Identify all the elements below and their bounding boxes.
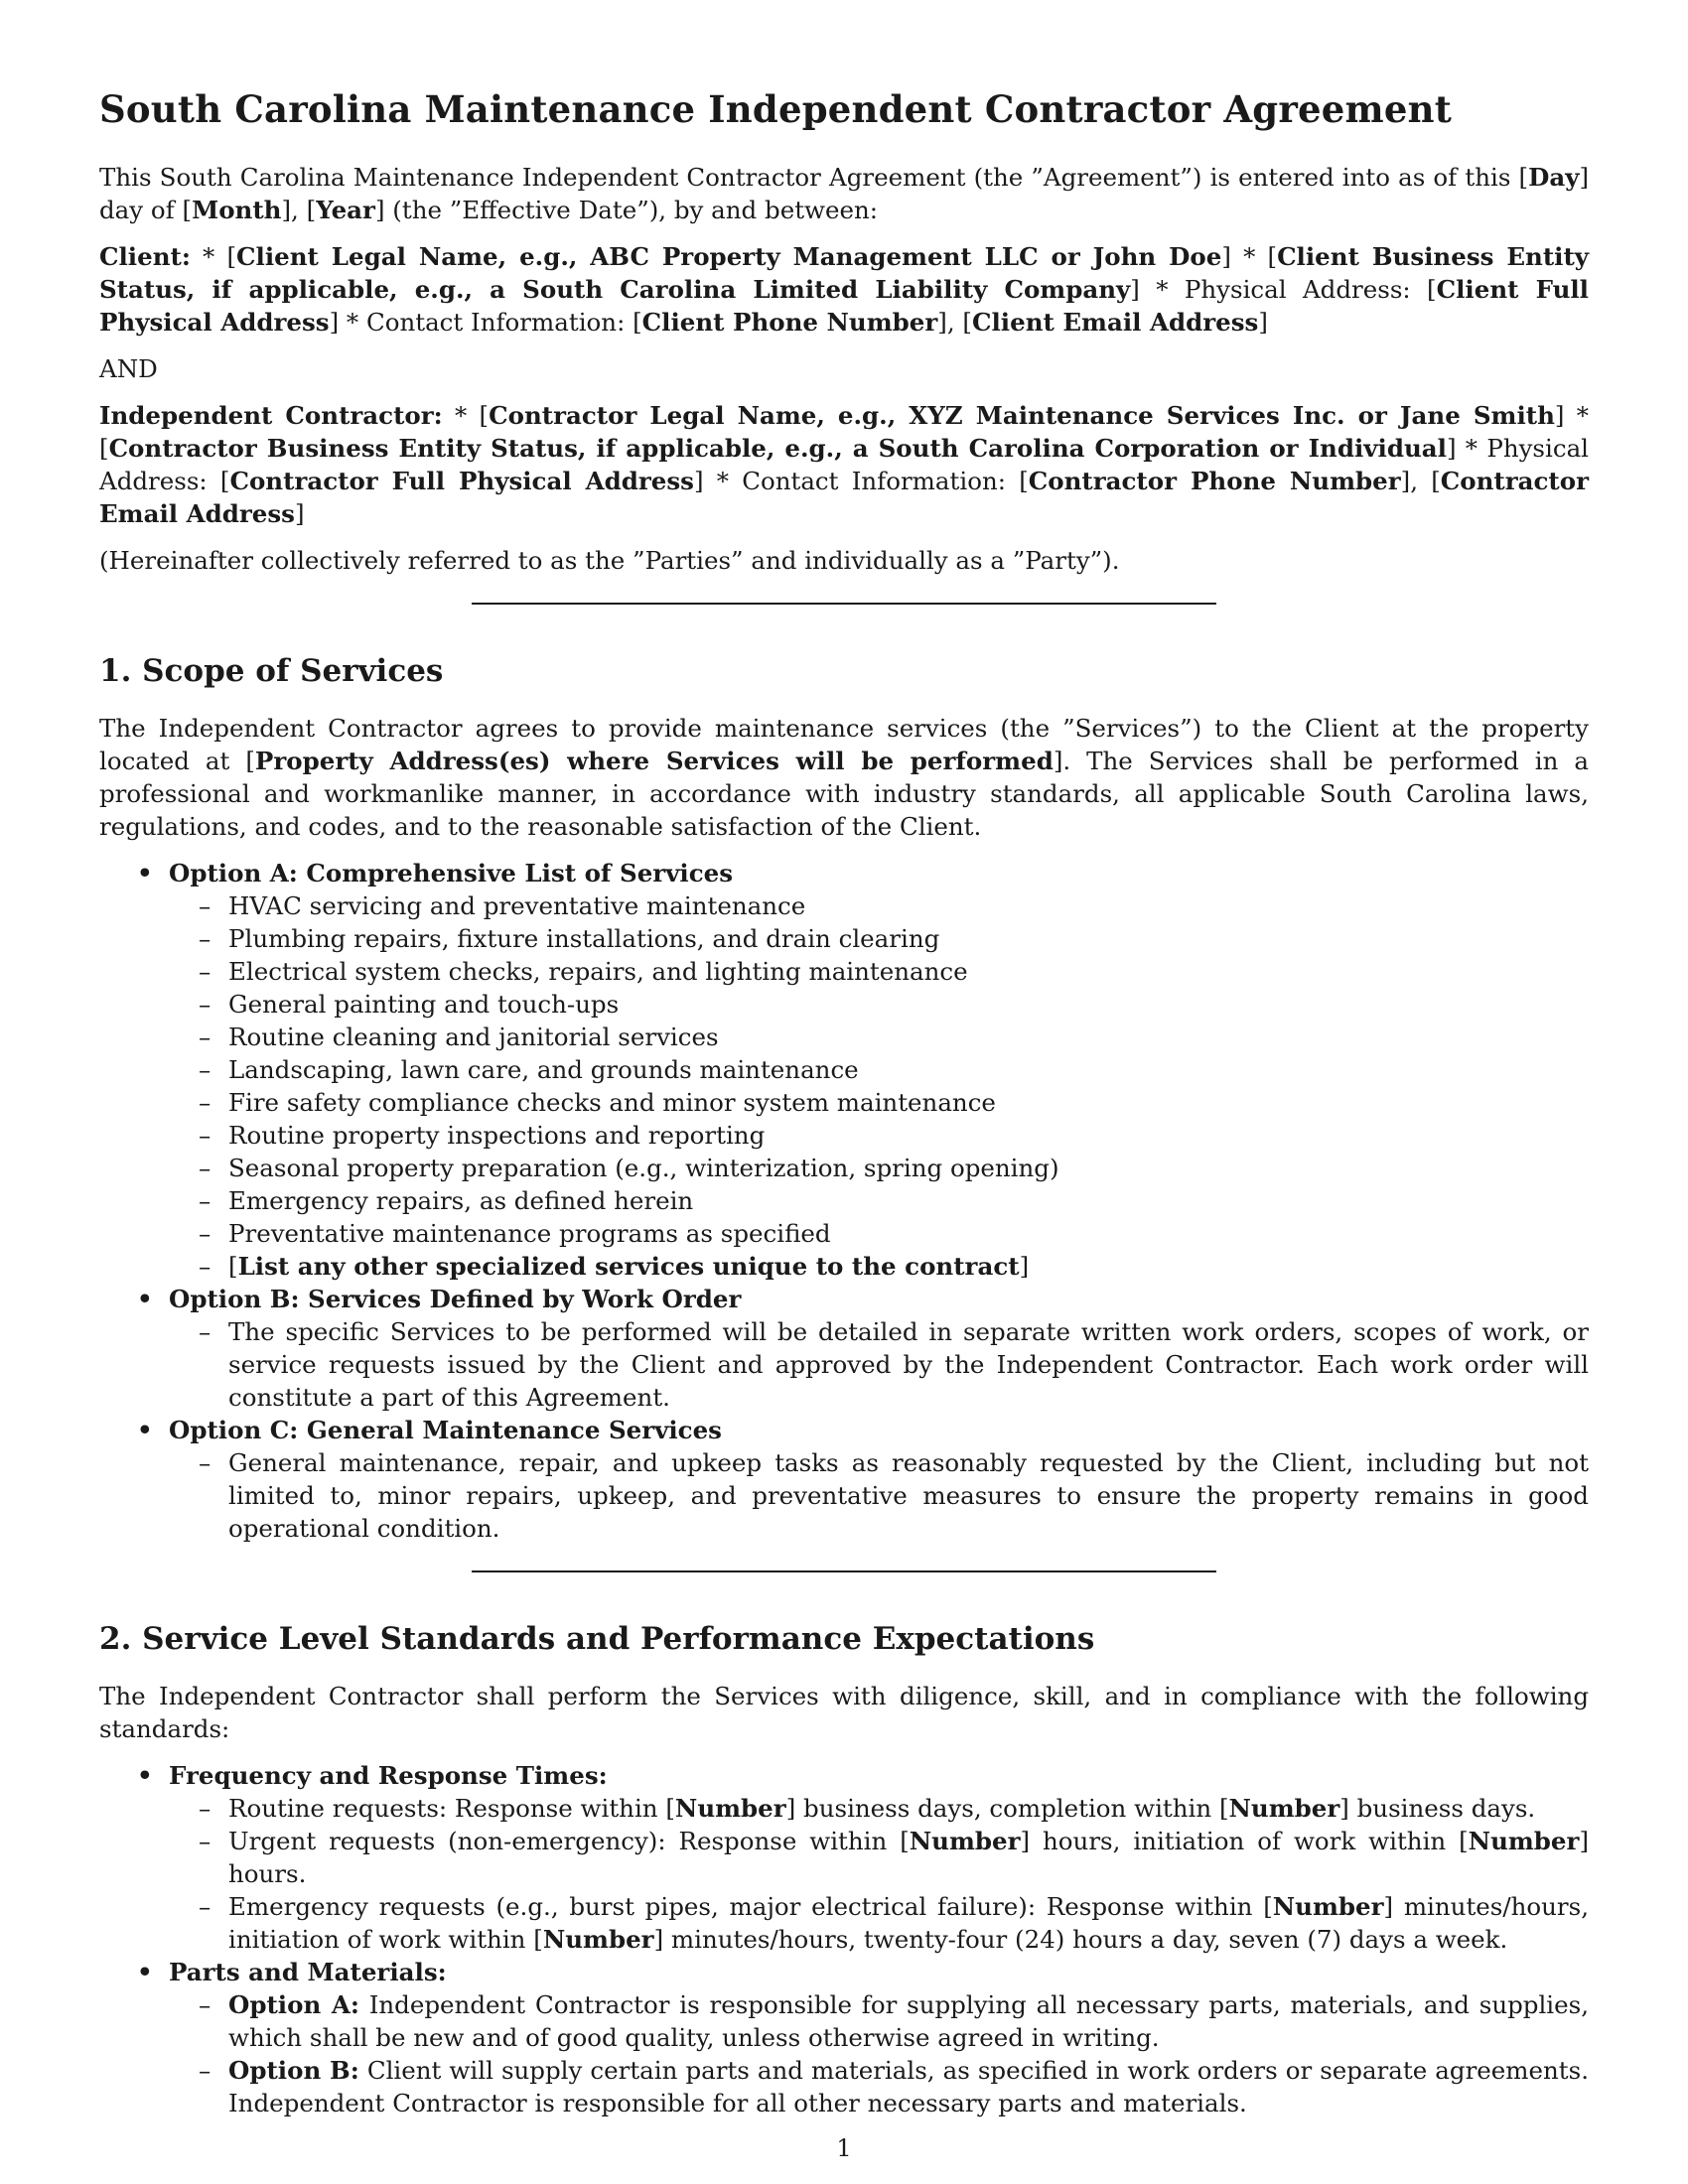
- bracket: ]: [1019, 1252, 1030, 1281]
- client-address-label: ] * Physical Address: [: [1130, 275, 1437, 304]
- contractor-contact-label: ] * Contact Information: [: [693, 467, 1029, 495]
- dash: –: [199, 1088, 211, 1117]
- bullet: •: [137, 1416, 153, 1444]
- list-item: [199, 1119, 1589, 1152]
- bullet: •: [137, 859, 153, 887]
- intro-text: ], [: [281, 196, 317, 224]
- contractor-name-placeholder: Contractor Legal Name, e.g., XYZ Maintenance Services Inc. or Jane Smith: [489, 401, 1555, 430]
- bullet: •: [137, 1285, 153, 1313]
- section-1-heading: 1. Scope of Services: [99, 653, 444, 689]
- number-placeholder: Number: [1272, 1892, 1384, 1921]
- section-divider: [472, 1570, 1216, 1572]
- contractor-label: Independent Contractor:: [99, 401, 443, 430]
- month-placeholder: Month: [192, 196, 282, 224]
- parts-option-a-label: Option A:: [228, 1990, 359, 2019]
- list-item: [199, 1021, 1589, 1053]
- option-b-item: [137, 1283, 1589, 1414]
- bullet: •: [137, 1761, 153, 1790]
- contractor-sep: ], [: [1400, 467, 1441, 495]
- property-address-placeholder: Property Address(es) where Services will be performed: [254, 747, 1054, 775]
- intro-text: This South Carolina Maintenance Independent Contractor Agreement (the ”Agreement”) is entered into as of this [: [99, 163, 1529, 192]
- emergency-text: Emergency requests (e.g., burst pipes, major electrical failure): Response within [: [228, 1892, 1273, 1921]
- service-text: Fire safety compliance checks and minor system maintenance: [228, 1088, 996, 1117]
- dash: –: [199, 990, 211, 1019]
- client-sep: * [: [190, 242, 237, 271]
- frequency-item: [137, 1759, 1589, 1956]
- service-level-list: [99, 1759, 1589, 2119]
- client-address-placeholder: Client Full Physical Address: [99, 275, 1589, 337]
- contractor-sep: * [: [442, 401, 490, 430]
- list-item: [199, 1792, 1589, 1825]
- contractor-entity-placeholder: Contractor Business Entity Status, if applicable, e.g., a South Carolina Corporation or Individual: [108, 434, 1447, 463]
- option-a-label: Option A: Comprehensive List of Services: [169, 859, 734, 887]
- contractor-sep: ] * [: [99, 401, 1590, 463]
- intro-text: ] day of [: [99, 163, 1589, 224]
- emergency-text: ] minutes/hours, initiation of work within [: [228, 1892, 1589, 1954]
- number-placeholder: Number: [674, 1794, 786, 1823]
- parts-list: [169, 1988, 1589, 2119]
- dash: –: [199, 924, 211, 953]
- urgent-text: Urgent requests (non-emergency): Response within [: [228, 1827, 910, 1855]
- list-item: [199, 1825, 1589, 1890]
- list-item: [199, 1988, 1589, 2054]
- list-item: [199, 1217, 1589, 1250]
- routine-text: ] business days, completion within [: [785, 1794, 1229, 1823]
- option-b-label: Option B: Services Defined by Work Order: [169, 1285, 742, 1313]
- hereinafter-paragraph: (Hereinafter collectively referred to as the ”Parties” and individually as a ”Party”).: [99, 546, 1120, 575]
- frequency-label: Frequency and Response Times:: [169, 1761, 608, 1790]
- number-placeholder: Number: [909, 1827, 1021, 1855]
- service-text: Electrical system checks, repairs, and lighting maintenance: [228, 957, 968, 986]
- client-sep: ] * [: [1221, 242, 1278, 271]
- list-item: [199, 922, 1589, 955]
- number-placeholder: Number: [542, 1925, 654, 1954]
- option-b-list: [169, 1315, 1589, 1414]
- service-text: HVAC servicing and preventative maintenance: [228, 891, 806, 920]
- dash: –: [199, 1186, 211, 1215]
- list-item: [199, 1315, 1589, 1414]
- option-a-item: [137, 857, 1589, 1283]
- contractor-block: [99, 399, 1589, 530]
- dash: –: [199, 1990, 211, 2019]
- client-contact-label: ] * Contact Information: [: [329, 308, 642, 337]
- option-c-list: [169, 1446, 1589, 1545]
- service-text: Seasonal property preparation (e.g., winterization, spring opening): [228, 1154, 1059, 1182]
- bullet: •: [137, 1958, 153, 1986]
- client-sep: ]: [1258, 308, 1268, 337]
- number-placeholder: Number: [1228, 1794, 1340, 1823]
- dash: –: [199, 1252, 211, 1281]
- dash: –: [199, 1219, 211, 1248]
- scope-text: ]. The Services shall be performed in a professional and workmanlike manner, in accordance with industry standards, all applicable South Carolina laws, regulations, and codes, and to the reasonable satisfaction of the Client.: [99, 747, 1589, 841]
- parts-option-a-text: Independent Contractor is responsible for supplying all necessary parts, materials, and supplies, which shall be new and of good quality, unless otherwise agreed in writing.: [228, 1990, 1589, 2052]
- list-item: [199, 2054, 1589, 2119]
- service-text: Preventative maintenance programs as specified: [228, 1219, 831, 1248]
- scope-options-list: [99, 857, 1589, 1545]
- dash: –: [199, 1023, 211, 1051]
- urgent-text: ] hours.: [228, 1827, 1589, 1888]
- dash: –: [199, 957, 211, 986]
- option-c-item: [137, 1414, 1589, 1545]
- dash: –: [199, 1827, 211, 1855]
- routine-text: Routine requests: Response within [: [228, 1794, 675, 1823]
- dash: –: [199, 2056, 211, 2085]
- client-block: [99, 240, 1589, 339]
- dash: –: [199, 1448, 211, 1477]
- list-item: [199, 889, 1589, 922]
- year-placeholder: Year: [316, 196, 375, 224]
- option-c-label: Option C: General Maintenance Services: [169, 1416, 722, 1444]
- service-text: Emergency repairs, as defined herein: [228, 1186, 694, 1215]
- client-label: Client:: [99, 242, 191, 271]
- option-c-text: General maintenance, repair, and upkeep tasks as reasonably requested by the Client, including but not limited to, minor repairs, upkeep, and preventative measures to ensure the property remains in good operational condition.: [228, 1448, 1589, 1543]
- list-item: [199, 988, 1589, 1021]
- parts-item: [137, 1956, 1589, 2119]
- list-item: [199, 1446, 1589, 1545]
- client-sep: ], [: [937, 308, 972, 337]
- parts-option-b-label: Option B:: [228, 2056, 359, 2085]
- dash: –: [199, 1317, 211, 1346]
- document-title: South Carolina Maintenance Independent Contractor Agreement: [99, 87, 1452, 131]
- client-phone-placeholder: Client Phone Number: [641, 308, 938, 337]
- list-item: [199, 1053, 1589, 1086]
- list-item: [199, 1890, 1589, 1956]
- list-item: [199, 1086, 1589, 1119]
- scope-text: The Independent Contractor agrees to provide maintenance services (the ”Services”) to the Client at the property located at [: [99, 714, 1589, 775]
- dash: –: [199, 1055, 211, 1084]
- option-a-services-list: [169, 889, 1589, 1283]
- service-text: Landscaping, lawn care, and grounds maintenance: [228, 1055, 859, 1084]
- service-text: Routine property inspections and reporting: [228, 1121, 766, 1150]
- page-number: 1: [836, 2134, 852, 2162]
- list-item: [199, 1250, 1589, 1283]
- service-text: Routine cleaning and janitorial services: [228, 1023, 719, 1051]
- and-separator: AND: [99, 354, 158, 383]
- section-2-heading: 2. Service Level Standards and Performance Expectations: [99, 1621, 1095, 1657]
- contractor-address-placeholder: Contractor Full Physical Address: [229, 467, 694, 495]
- dash: –: [199, 1892, 211, 1921]
- contractor-phone-placeholder: Contractor Phone Number: [1028, 467, 1401, 495]
- frequency-list: [169, 1792, 1589, 1956]
- parts-label: Parts and Materials:: [169, 1958, 447, 1986]
- dash: –: [199, 891, 211, 920]
- list-item: [199, 1152, 1589, 1184]
- section-divider: [472, 603, 1216, 605]
- dash: –: [199, 1794, 211, 1823]
- client-entity-placeholder: Client Business Entity Status, if applicable, e.g., a South Carolina Limited Liability Company: [99, 242, 1590, 304]
- client-name-placeholder: Client Legal Name, e.g., ABC Property Management LLC or John Doe: [236, 242, 1222, 271]
- number-placeholder: Number: [1468, 1827, 1580, 1855]
- bracket: [: [228, 1252, 238, 1281]
- service-level-intro: The Independent Contractor shall perform the Services with diligence, skill, and in compliance with the following standards:: [99, 1682, 1589, 1743]
- intro-paragraph: [99, 161, 1589, 226]
- other-services-placeholder: List any other specialized services unique to the contract: [237, 1252, 1020, 1281]
- routine-text: ] business days.: [1339, 1794, 1536, 1823]
- emergency-text: ] minutes/hours, twenty-four (24) hours a day, seven (7) days a week.: [653, 1925, 1508, 1954]
- document-page: [99, 87, 1589, 2119]
- list-item: [199, 1184, 1589, 1217]
- service-text: Plumbing repairs, fixture installations, and drain clearing: [228, 924, 940, 953]
- service-text: General painting and touch-ups: [228, 990, 620, 1019]
- dash: –: [199, 1121, 211, 1150]
- day-placeholder: Day: [1528, 163, 1580, 192]
- parts-option-b-text: Client will supply certain parts and materials, as specified in work orders or separate agreements. Independent Contractor is responsible for all other necessary parts and materials.: [228, 2056, 1589, 2117]
- urgent-text: ] hours, initiation of work within [: [1020, 1827, 1469, 1855]
- contractor-email-placeholder: Contractor Email Address: [99, 467, 1590, 528]
- list-item: [199, 955, 1589, 988]
- intro-text: ] (the ”Effective Date”), by and between:: [374, 196, 879, 224]
- scope-paragraph: [99, 712, 1589, 843]
- option-b-text: The specific Services to be performed will be detailed in separate written work orders, scopes of work, or service requests issued by the Client and approved by the Independent Contractor. Each work order will constitute a part of this Agreement.: [228, 1317, 1589, 1412]
- contractor-address-label: ] * Physical Address: [: [99, 434, 1590, 495]
- dash: –: [199, 1154, 211, 1182]
- contractor-sep: ]: [294, 499, 305, 528]
- client-email-placeholder: Client Email Address: [972, 308, 1259, 337]
